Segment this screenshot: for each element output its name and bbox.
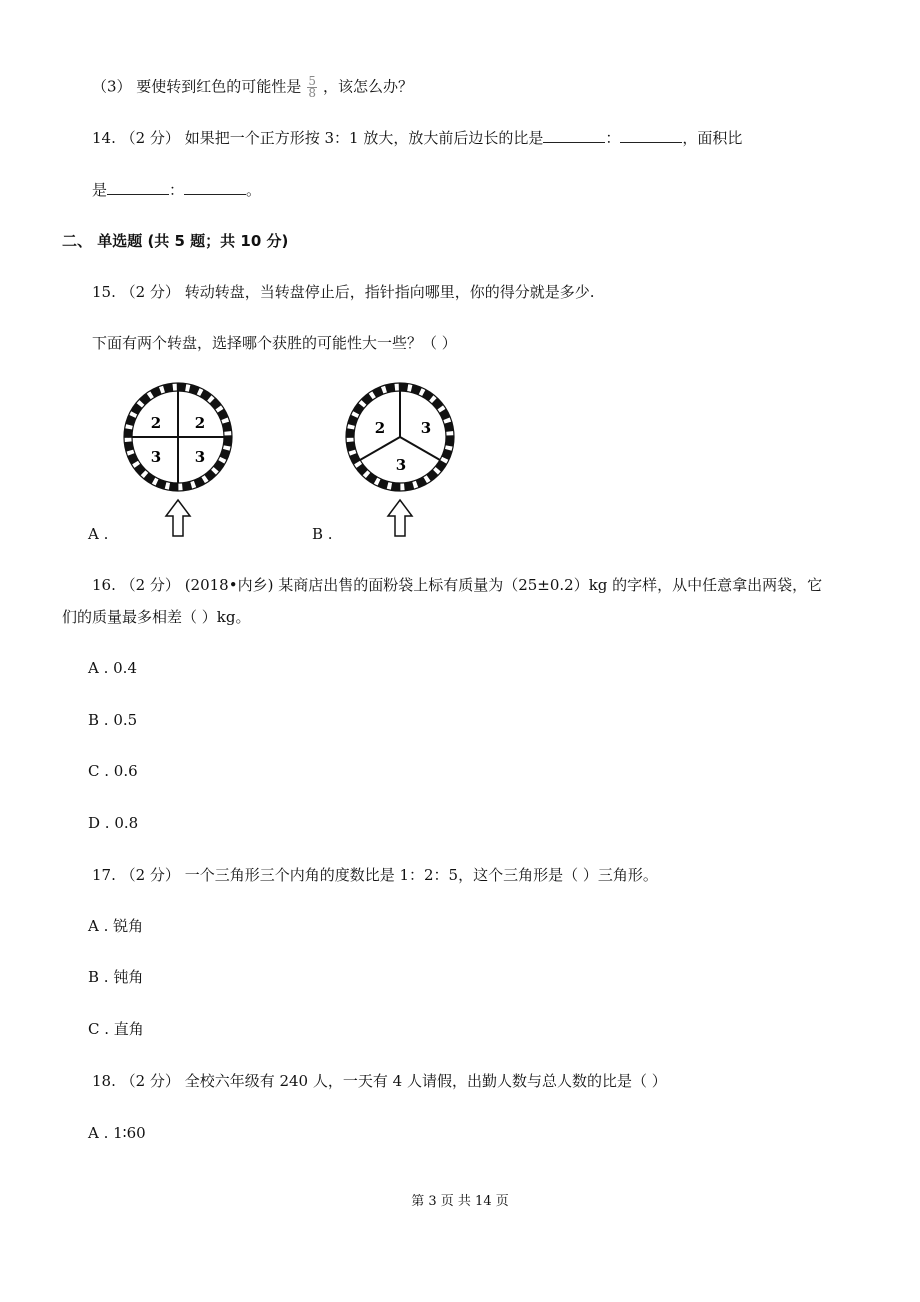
- q14-text-end: ，面积比: [682, 129, 743, 147]
- option-a[interactable]: A .: [88, 525, 109, 543]
- question-15-stem: 15. （2 分） 转动转盘，当转盘停止后，指针指向哪里，你的得分就是多少.: [92, 283, 595, 301]
- arrow-up-icon: [166, 500, 190, 536]
- option-c[interactable]: C . 0.6: [88, 762, 138, 780]
- wheel-a-number: 2: [194, 414, 206, 432]
- question-17-stem: 17. （2 分） 一个三角形三个内角的度数比是 1：2：5，这个三角形是（ ）三角形。: [92, 866, 658, 884]
- q14-line2-end: 。: [246, 181, 262, 199]
- arrow-up-icon: [388, 500, 412, 536]
- answer-blank[interactable]: [184, 180, 246, 195]
- option-d[interactable]: D . 0.8: [88, 814, 139, 832]
- wheel-b-number: 3: [395, 456, 407, 474]
- fraction-numerator: 5: [308, 74, 316, 88]
- wheel-b-number: 2: [374, 419, 386, 437]
- q14-separator: ：: [169, 181, 185, 199]
- fraction-five-eighths: [307, 76, 317, 99]
- spinner-wheel-b[interactable]: [342, 380, 472, 540]
- answer-blank[interactable]: [543, 128, 605, 143]
- question-18-stem: 18. （2 分） 全校六年级有 240 人，一天有 4 人请假，出勤人数与总人数的比是（ ）: [92, 1072, 667, 1090]
- question-14-line1: [92, 128, 742, 148]
- page-number-footer: 第 3 页 共 14 页: [411, 1194, 509, 1209]
- q13-part3-prefix: （3） 要使转到红色的可能性是: [92, 77, 302, 96]
- answer-blank[interactable]: [107, 180, 169, 195]
- q14-line2-start: 是: [92, 181, 108, 199]
- q13-part3-suffix: ，该怎么办？: [322, 77, 413, 96]
- spinner-wheel-a[interactable]: [120, 380, 250, 540]
- option-a[interactable]: A . 1∶60: [88, 1124, 146, 1142]
- option-b[interactable]: B . 钝角: [88, 968, 144, 986]
- fraction-denominator: 8: [308, 86, 316, 100]
- wheel-b-number: 3: [420, 419, 432, 437]
- option-c[interactable]: C . 直角: [88, 1020, 144, 1038]
- answer-blank[interactable]: [620, 128, 682, 143]
- option-b[interactable]: B . 0.5: [88, 711, 138, 729]
- section-heading: 二、 单选题 (共 5 题；共 10 分): [62, 232, 289, 250]
- question-16-line1: 16. （2 分） (2018•内乡) 某商店出售的面粉袋上标有质量为（25±0.2）kg 的字样，从中任意拿出两袋，它: [92, 576, 823, 594]
- wheel-a-number: 2: [150, 414, 162, 432]
- option-a[interactable]: A . 锐角: [88, 917, 144, 935]
- q14-separator: ：: [605, 129, 621, 147]
- q14-text: 14. （2 分） 如果把一个正方形按 3：1 放大，放大前后边长的比是: [92, 129, 544, 147]
- wheel-a-number: 3: [194, 448, 206, 466]
- q13-part3: [92, 76, 413, 99]
- option-a[interactable]: A . 0.4: [88, 659, 137, 677]
- question-16-line2: 们的质量最多相差（ ）kg。: [62, 608, 251, 626]
- option-b[interactable]: B .: [312, 525, 333, 543]
- wheel-a-number: 3: [150, 448, 162, 466]
- question-15-prompt: 下面有两个转盘，选择哪个获胜的可能性大一些？（ ）: [92, 334, 457, 352]
- question-14-line2: [92, 180, 261, 200]
